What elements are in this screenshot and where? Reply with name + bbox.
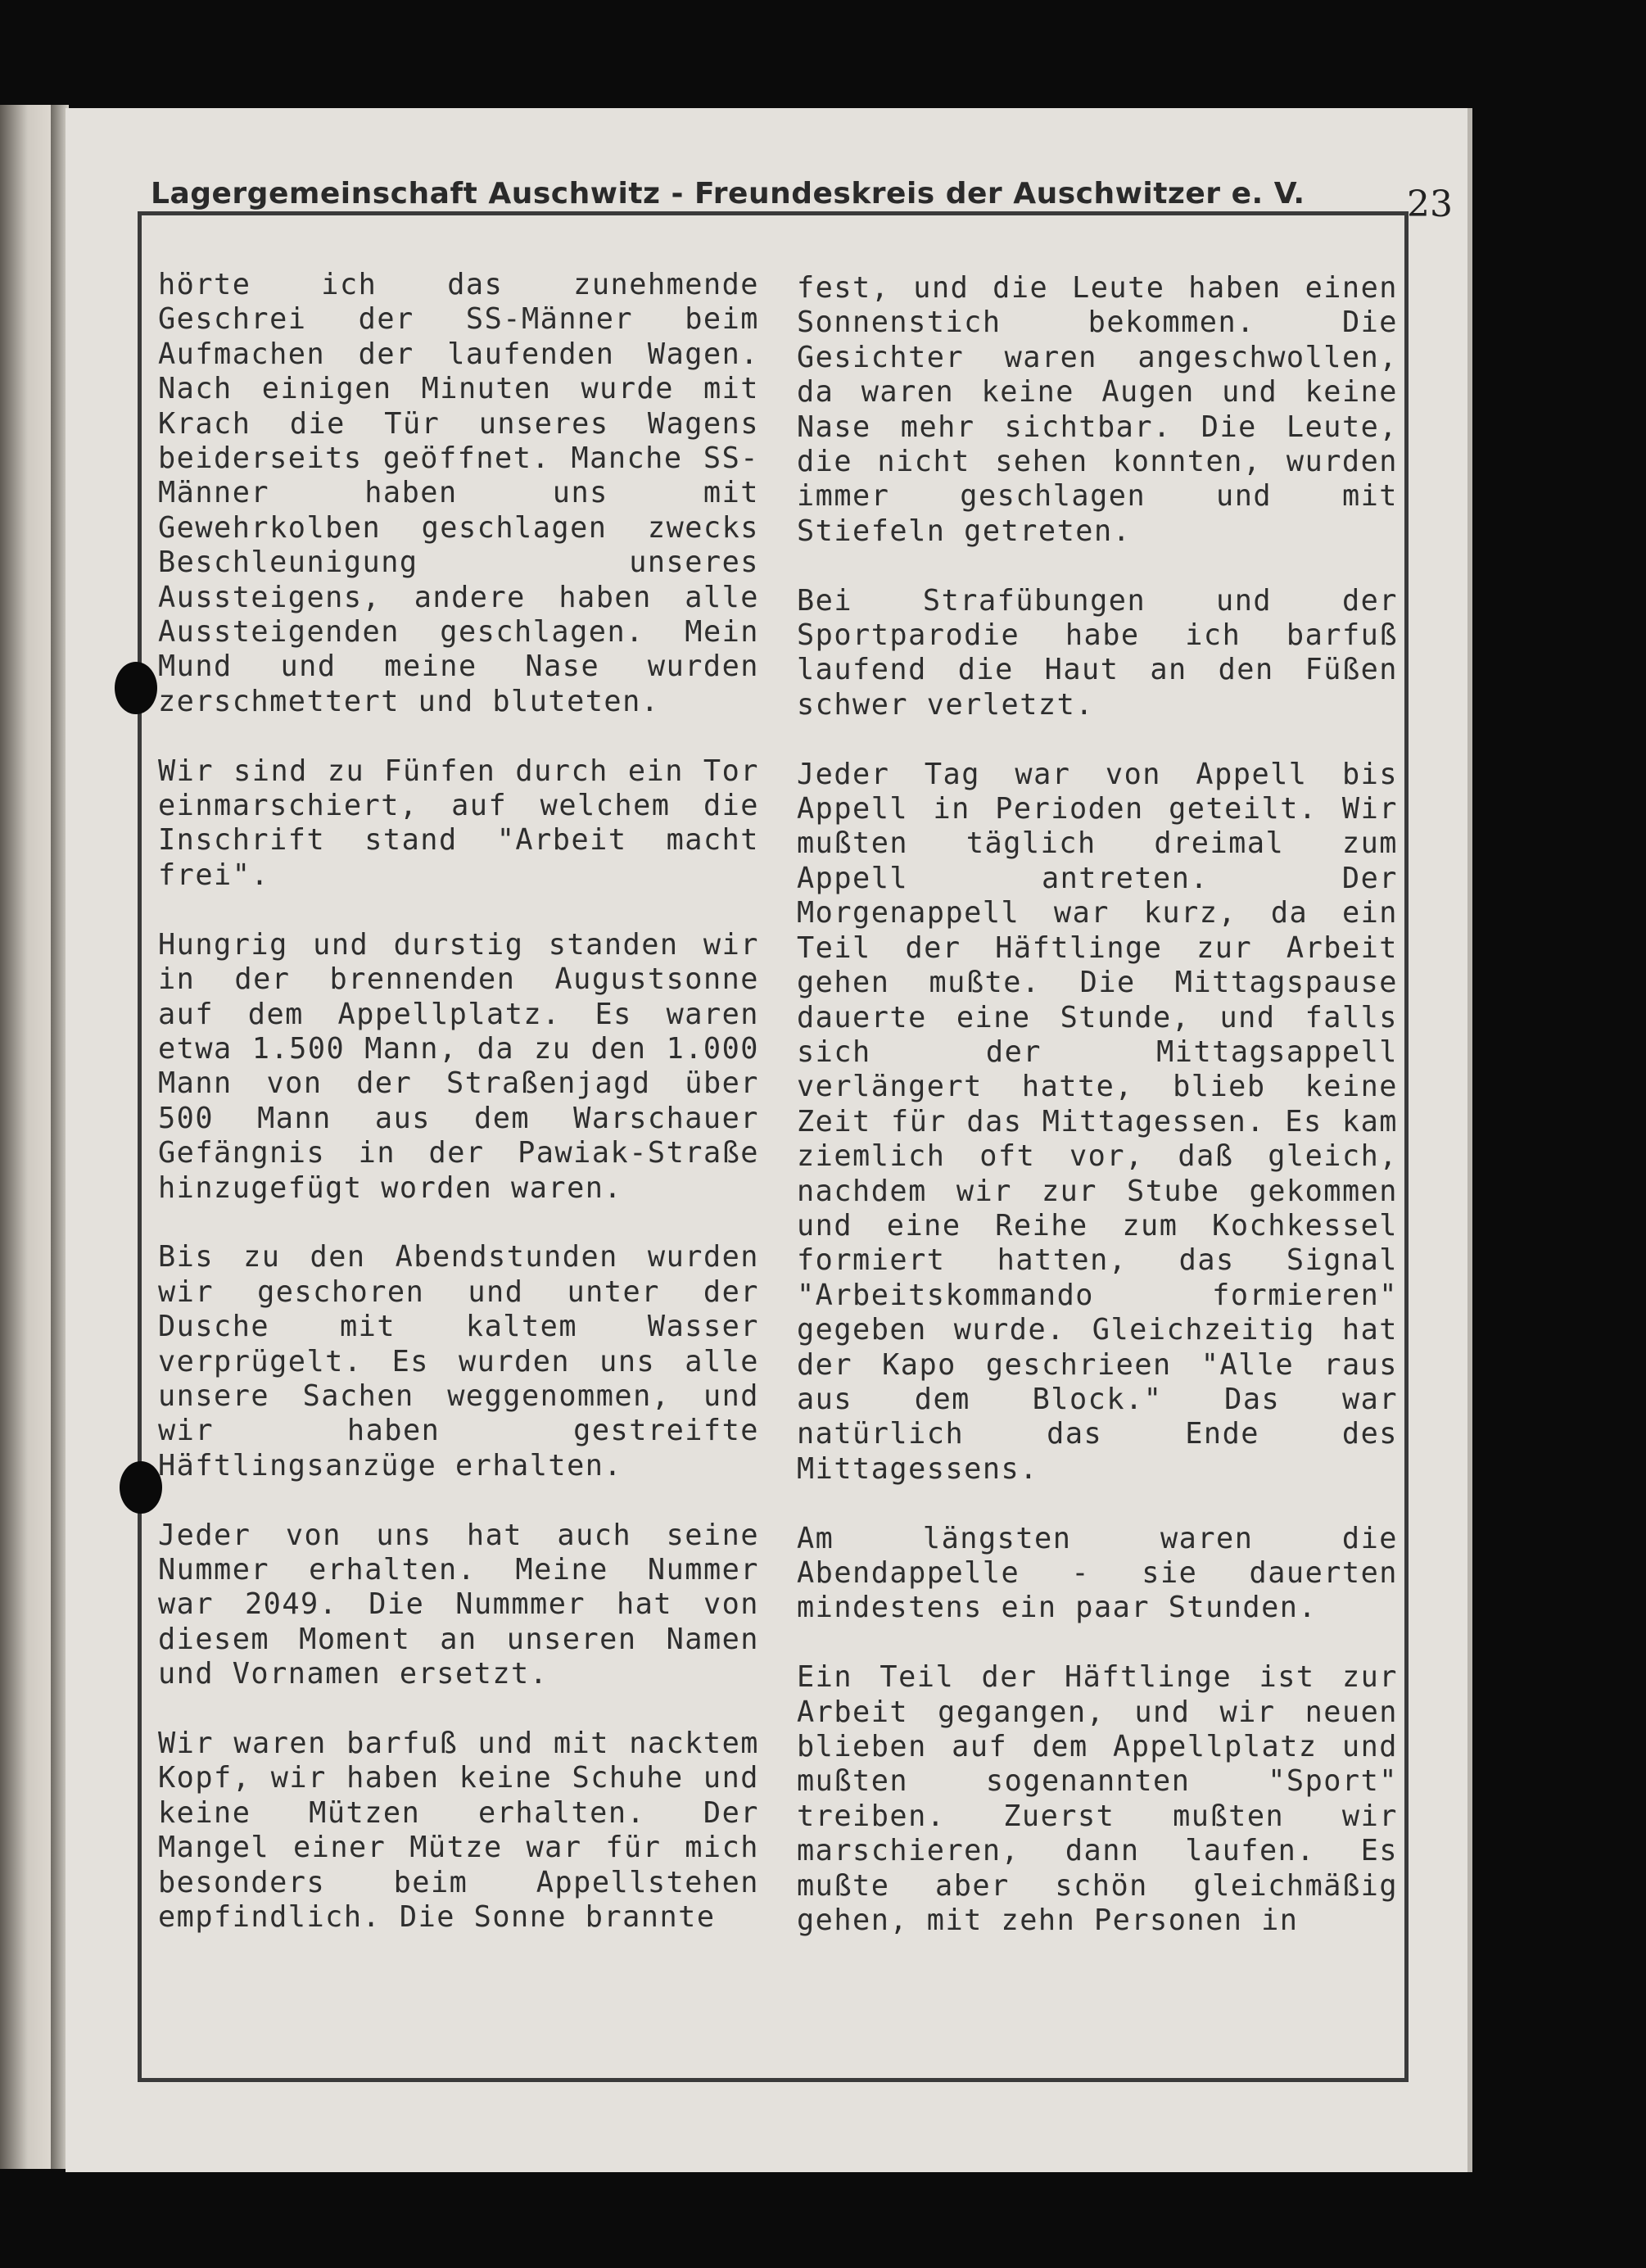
paragraph: hörte ich das zunehmende Geschrei der SS-Männer beim Aufmachen der laufenden Wagen. Nach einigen Minuten wurde mit Krach die Tür unseres Wagens beiderseits geöffnet. Manche SS-Männer haben uns mit Gewehrkolben geschlagen zwecks Beschleunigung unseres Aussteigens, andere haben alle Aussteigenden geschlagen. Mein Mund und meine Nase wurden zerschmettert und bluteten. xyxy=(158,268,759,718)
left-page-edge xyxy=(0,105,51,2169)
punch-hole-bottom xyxy=(120,1461,162,1514)
paragraph: Bis zu den Abendstunden wurden wir geschoren und unter der Dusche mit kaltem Wasser verprügelt. Es wurden uns alle unsere Sachen weggenommen, und wir haben gestreifte Häftlingsanzüge erhalten. xyxy=(158,1240,759,1483)
paragraph: Jeder von uns hat auch seine Nummer erhalten. Meine Nummer war 2049. Die Nummmer hat von diesem Moment an unseren Namen und Vornamen ersetzt. xyxy=(158,1518,759,1691)
paragraph: Wir sind zu Fünfen durch ein Tor einmarschiert, auf welchem die Inschrift stand "Arbeit macht frei". xyxy=(158,754,759,892)
page-header xyxy=(151,144,1453,225)
paragraph: fest, und die Leute haben einen Sonnenstich bekommen. Die Gesichter waren angeschwollen, da waren keine Augen und keine Nase mehr sichtbar. Die Leute, die nicht sehen konnten, wurden immer geschlagen und mit Stiefeln getreten. xyxy=(797,271,1398,548)
document-page xyxy=(66,108,1467,2172)
paragraph: Hungrig und durstig standen wir in der brennenden Augustsonne auf dem Appellplatz. Es waren etwa 1.500 Mann, da zu den 1.000 Mann von der Straßenjagd über 500 Mann aus dem Warschauer Gefängnis in der Pawiak-Straße hinzugefügt worden waren. xyxy=(158,927,759,1205)
text-frame xyxy=(138,211,1409,2082)
paragraph: Jeder Tag war von Appell bis Appell in Perioden geteilt. Wir mußten täglich dreimal zum Appell antreten. Der Morgenappell war kurz, da ein Teil der Häftlinge zur Arbeit gehen mußte. Die Mittagspause dauerte eine Stunde, und falls sich der Mittagsappell verlängert hatte, blieb keine Zeit für das Mittagessen. Es kam ziemlich oft vor, daß gleich, nachdem wir zur Stube gekommen und eine Reihe zum Kochkessel formiert hatten, das Signal "Arbeitskommando formieren" gegeben wurde. Gleichzeitig hat der Kapo geschrieen "Alle raus aus dem Block." Das war natürlich das Ende des Mittagessens. xyxy=(797,757,1398,1486)
right-column xyxy=(797,271,1398,1973)
page-number: 23 xyxy=(1407,183,1453,225)
paragraph: Am längsten waren die Abendappelle - sie dauerten mindestens ein paar Stunden. xyxy=(797,1521,1398,1625)
publication-title: Lagergemeinschaft Auschwitz - Freundeskreis der Auschwitzer e. V. xyxy=(151,177,1305,211)
left-column xyxy=(158,268,759,1970)
paragraph: Ein Teil der Häftlinge ist zur Arbeit gegangen, und wir neuen blieben auf dem Appellplatz und mußten sogenannten "Sport" treiben. Zuerst mußten wir marschieren, dann laufen. Es mußte aber schön gleichmäßig gehen, mit zehn Personen in xyxy=(797,1660,1398,1938)
punch-hole-top xyxy=(115,662,157,714)
paragraph: Wir waren barfuß und mit nacktem Kopf, wir haben keine Schuhe und keine Mützen erhalten. Der Mangel einer Mütze war für mich besonders beim Appellstehen empfindlich. Die Sonne brannte xyxy=(158,1726,759,1935)
paragraph: Bei Strafübungen und der Sportparodie habe ich barfuß laufend die Haut an den Füßen schwer verletzt. xyxy=(797,583,1398,722)
